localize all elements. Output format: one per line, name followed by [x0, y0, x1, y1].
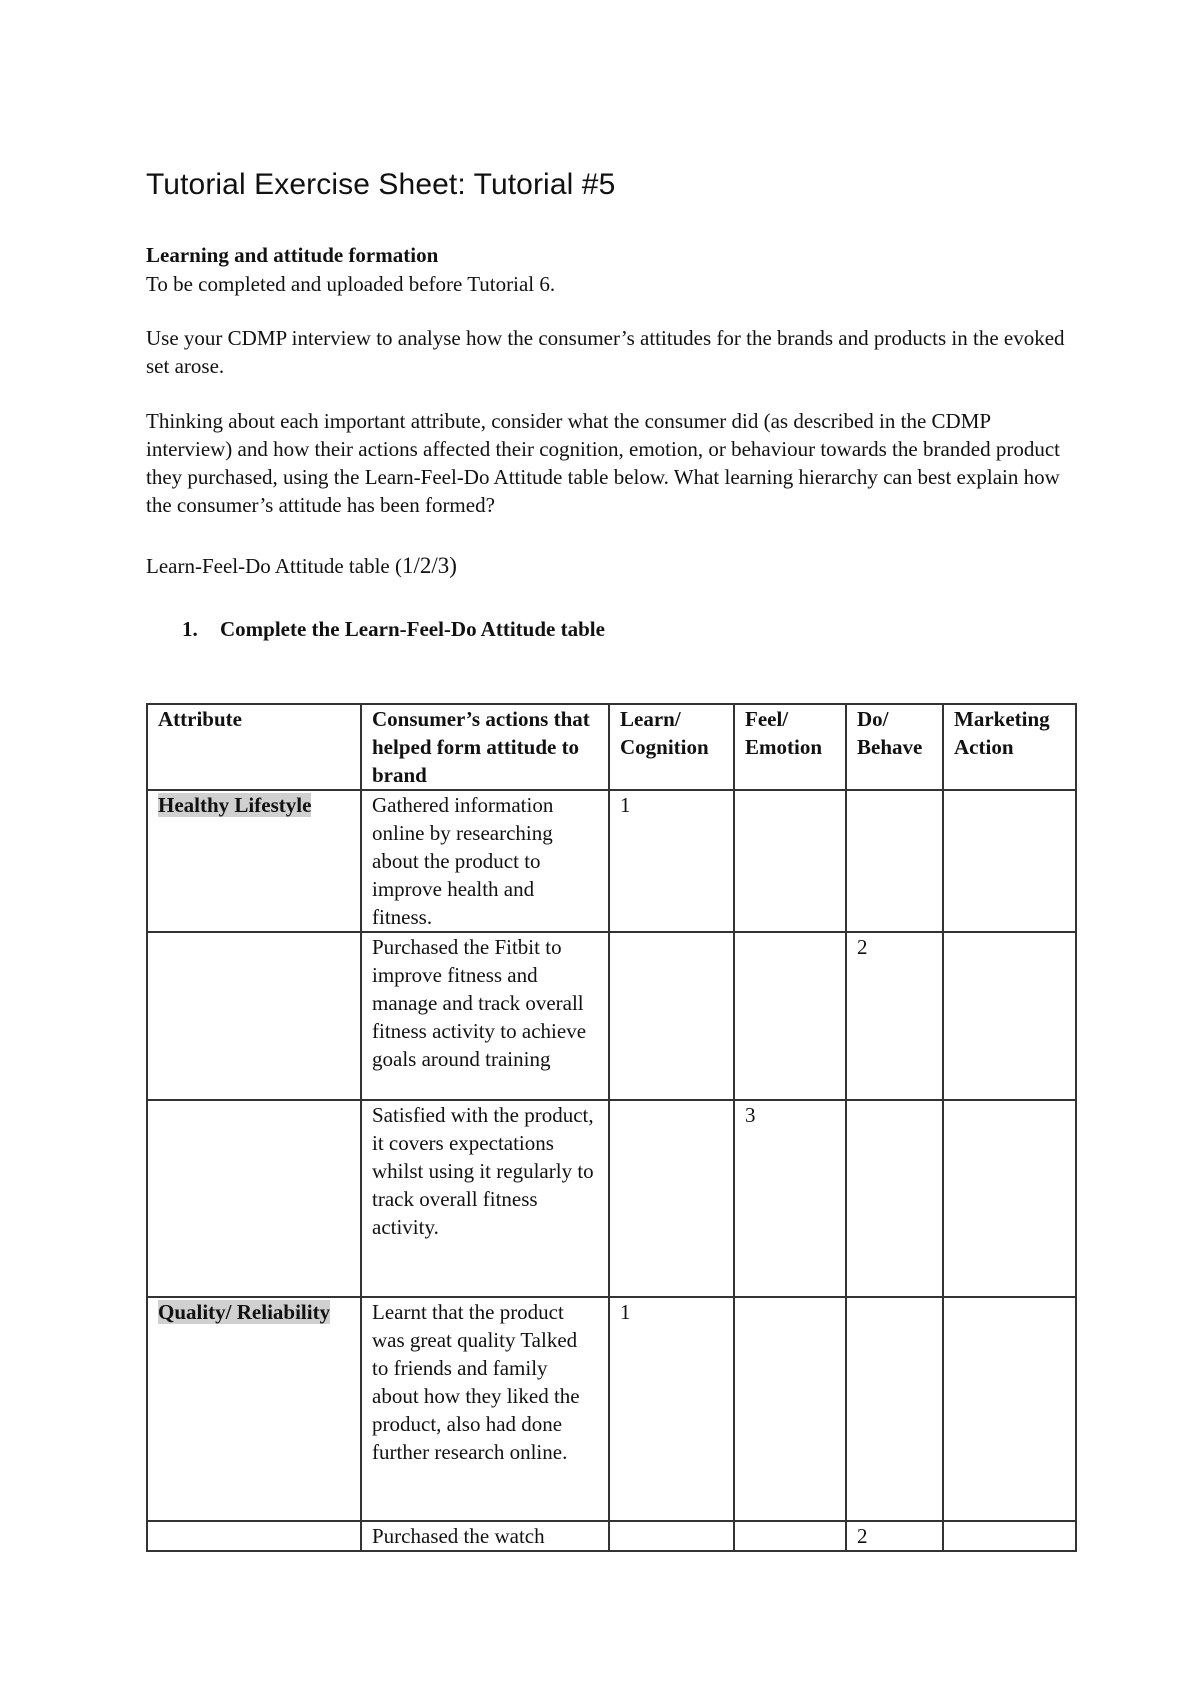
- table-row: [147, 932, 1076, 1100]
- header-do-behave: Do/ Behave: [846, 704, 943, 790]
- question-number: 1.: [182, 617, 198, 641]
- due-paragraph: To be completed and uploaded before Tutorial 6.: [146, 272, 556, 296]
- table-header-row: [147, 704, 1076, 790]
- table-row: [147, 1100, 1076, 1297]
- table-caption-close: ): [449, 553, 457, 578]
- table-row: [147, 1297, 1076, 1521]
- do-cell: [846, 790, 943, 932]
- feel-cell: [734, 790, 846, 932]
- table-caption-text: Learn-Feel-Do Attitude table (: [146, 554, 402, 578]
- learn-feel-do-table: [146, 703, 1077, 1552]
- action-cell: Gathered information online by researching about the product to improve health and fitness.: [361, 790, 609, 932]
- feel-cell: [734, 932, 846, 1100]
- attribute-cell: [147, 932, 361, 1100]
- question-text: Complete the Learn-Feel-Do Attitude table: [220, 617, 605, 641]
- header-marketing-action: Marketing Action: [943, 704, 1076, 790]
- page-title: Tutorial Exercise Sheet: Tutorial #5: [146, 168, 616, 201]
- header-learn-cognition: Learn/ Cognition: [609, 704, 734, 790]
- attribute-label: Healthy Lifestyle: [158, 793, 312, 817]
- marketing-cell: [943, 932, 1076, 1100]
- header-attribute: Attribute: [147, 704, 361, 790]
- do-cell: [846, 1297, 943, 1521]
- header-feel-emotion: Feel/ Emotion: [734, 704, 846, 790]
- marketing-cell: [943, 1100, 1076, 1297]
- action-cell: Satisfied with the product, it covers expectations whilst using it regularly to track overall fitness activity.: [361, 1100, 609, 1297]
- feel-cell: 3: [734, 1100, 846, 1297]
- attribute-cell: [147, 1297, 361, 1521]
- marketing-cell: [943, 1297, 1076, 1521]
- learn-cell: 1: [609, 790, 734, 932]
- feel-cell: [734, 1521, 846, 1551]
- attribute-cell: [147, 1100, 361, 1297]
- action-cell: Purchased the watch: [361, 1521, 609, 1551]
- table-row: [147, 790, 1076, 932]
- header-consumer-actions: Consumer’s actions that helped form attitude to brand: [361, 704, 609, 790]
- table-caption-sequence: 1/2/3: [402, 553, 450, 578]
- learn-cell: [609, 1100, 734, 1297]
- learn-cell: 1: [609, 1297, 734, 1521]
- question-item: [182, 617, 605, 642]
- learn-cell: [609, 1521, 734, 1551]
- attribute-cell: [147, 790, 361, 932]
- learn-cell: [609, 932, 734, 1100]
- attribute-cell: [147, 1521, 361, 1551]
- thinking-paragraph: Thinking about each important attribute, consider what the consumer did (as described in the CDMP interview) and how their actions affected their cognition, emotion, or behaviour towards the branded product they purchased, using the Learn-Feel-Do Attitude table below. What learning hierarchy can best explain how the consumer’s attitude has been formed?: [146, 409, 1060, 517]
- section-subheading: Learning and attitude formation: [146, 243, 439, 267]
- instruction-paragraph: Use your CDMP interview to analyse how the consumer’s attitudes for the brands and products in the evoked set arose.: [146, 326, 1065, 378]
- marketing-cell: [943, 790, 1076, 932]
- action-cell: Learnt that the product was great quality Talked to friends and family about how they liked the product, also had done further research online.: [361, 1297, 609, 1521]
- marketing-cell: [943, 1521, 1076, 1551]
- do-cell: 2: [846, 1521, 943, 1551]
- do-cell: 2: [846, 932, 943, 1100]
- table-row: [147, 1521, 1076, 1551]
- table-caption: [146, 553, 457, 579]
- attribute-label: Quality/ Reliability: [158, 1300, 331, 1324]
- feel-cell: [734, 1297, 846, 1521]
- do-cell: [846, 1100, 943, 1297]
- action-cell: Purchased the Fitbit to improve fitness and manage and track overall fitness activity to achieve goals around training: [361, 932, 609, 1100]
